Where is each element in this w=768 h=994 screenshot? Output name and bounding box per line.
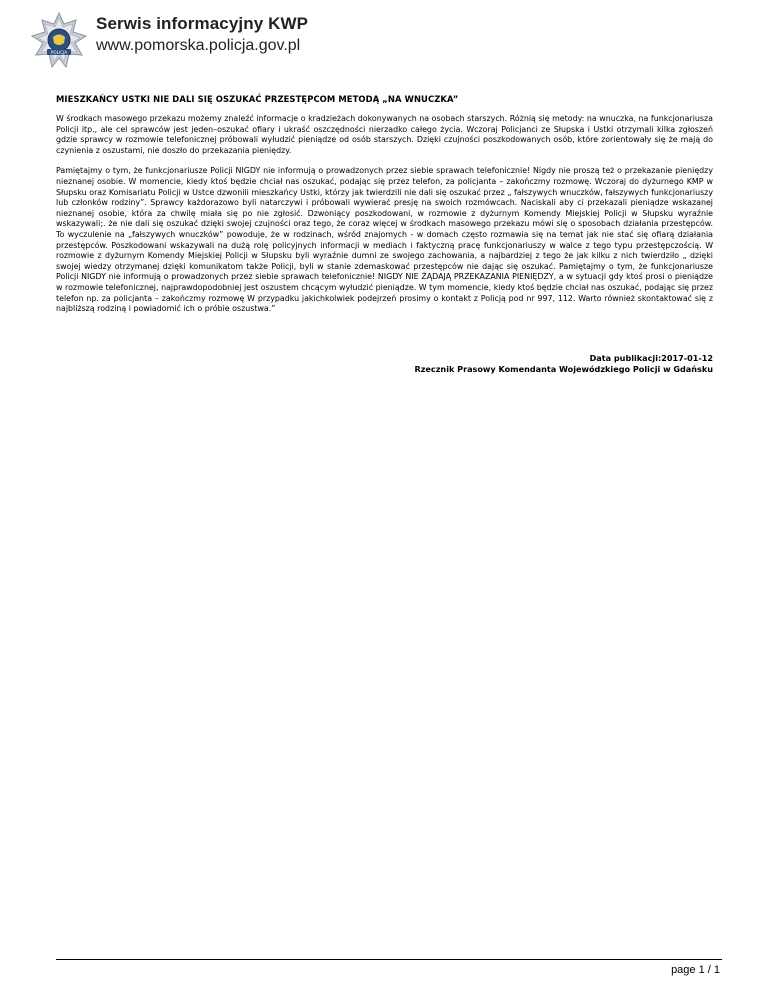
footer-divider: [56, 959, 722, 960]
logo-text: POLICJA: [50, 50, 68, 55]
article-meta: [56, 353, 713, 375]
site-url[interactable]: www.pomorska.policja.gov.pl: [96, 37, 301, 54]
page-number: page 1 / 1: [671, 964, 720, 976]
article-author: Rzecznik Prasowy Komendanta Wojewódzkiego Policji w Gdańsku: [414, 363, 713, 374]
article: [56, 94, 713, 375]
publication-date: Data publikacji:2017-01-12: [589, 352, 713, 363]
site-title: Serwis informacyjny KWP: [96, 14, 309, 33]
article-paragraph: W środkach masowego przekazu możemy znaleźć informacje o kradzieżach dokonywanych na osobach starszych. Różnią się metody: na wnuczka, na funkcjonariusza Policji itp., ale cel sprawców jest jeden–oszukać ofiary i ukraść oszczędności nierzadko całego życia. Wczoraj Policjanci ze Słupska i Ustki otrzymali kilka zgłoszeń gdzie sprawcy w rozmowie telefonicznej próbowali wyłudzić pieniądze od osób starszych. Dzięki czujności poszkodowanych osób, które zorientowały się że mają do czynienia z oszustami, nie doszło do przekazania pieniędzy.: [56, 114, 713, 155]
article-title: MIESZKAŃCY USTKI NIE DALI SIĘ OSZUKAĆ PRZESTĘPCOM METODĄ „NA WNUCZKA”: [56, 94, 459, 104]
police-star-badge-icon: [30, 12, 88, 70]
page-header: [30, 10, 730, 70]
article-paragraph: Pamiętajmy o tym, że funkcjonariusze Policji NIGDY nie informują o prowadzonych przez siebie sprawach telefonicznie! Nigdy nie proszą też o przekazanie pieniędzy nieznanej osobie. W momencie, kiedy ktoś będzie chciał nas oszukać, podając się przez telefon, za policjanta – zakończmy rozmowę. Wczoraj do dyżurnego KMP w Słupsku oraz Komisariatu Policji w Ustce dzwonili mieszkańcy Ustki, którzy jak twierdzili nie dali się oszukać przez „ fałszywych wnuczków, fałszywych funkcjonariuszy lub członków rodziny”. Sprawcy każdorazowo byli natarczywi i próbowali wywierać presję na swoich rozmówcach. Naciskali aby ci przekazali pieniądze wskazanej nieznanej osobie, która za chwilę miała się po nie zgłosić. Dzwoniący poszkodowani, w rozmowie z dyżurnym Komendy Miejskiej Policji w Słupsku wyraźnie wskazywali;. że nie dali się oszukać dzięki swojej czujności oraz tego, że coraz więcej w środkach masowego przekazu mówi się o sposobach działania przestępców. To wyczulenie na „fałszywych wnuczków” powoduje, że w rodzinach, wśród znajomych - w domach często rozmawia się na temat jak nie stać się ofiarą działania przestępców. Poszkodowani wskazywali na dużą rolę policyjnych informacji w mediach i faktyczną pracę funkcjonariuszy w walce z tego typu przestępczością. W rozmowie z dyżurnym Komendy Miejskiej Policji w Słupsku byli wyraźnie dumni ze swojego zachowania, a najbardziej z tego że jak kilku z nich twierdziło „ dzięki swojej wiedzy otrzymanej dzięki komunikatom także Policji, byli w stanie zdemaskować przestępców nie dając się oszukać. Pamiętajmy o tym, że funkcjonariusze Policji NIGDY nie informują o prowadzonych przez siebie sprawach telefonicznie! NIGDY NIE ŻĄDAJĄ PRZEKAZANIA PIENIĘDZY, a w sytuacji gdy ktoś prosi o pieniądze w rozmowie telefonicznej, najprawdopodobniej jest oszustem chcącym wyłudzić pieniądze. W tym momencie, kiedy ktoś będzie chciał nas oszukać, podając się przez telefon np. za policjanta – zakończmy rozmowę W przypadku jakichkolwiek podejrzeń prosimy o kontakt z Policją pod nr 997, 112. Warto również skontaktować się z najbliższą rodziną i powiadomić ich o próbie oszustwa.”: [56, 166, 713, 314]
